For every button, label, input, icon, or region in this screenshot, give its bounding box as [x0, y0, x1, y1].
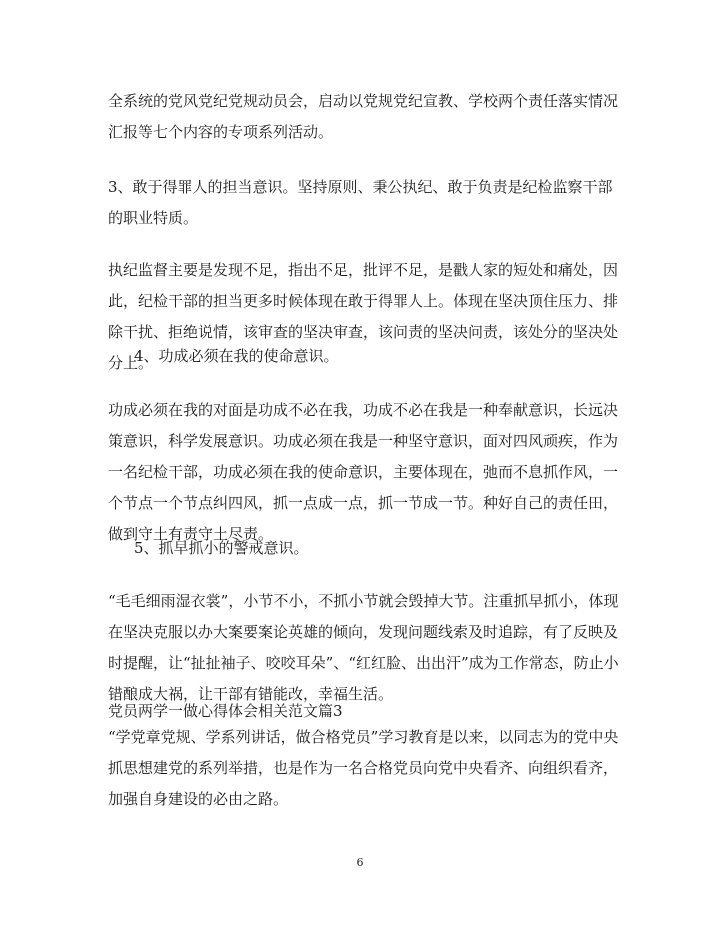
paragraph-mission-awareness: 功成必须在我的对面是功成不必在我，功成不必在我是一种奉献意识，长远决策意识，科学发展意识。功成必须在我是一种坚守意识，面对四风顽疾，作为一名纪检干部，功成必须在我的使命意识，主要体现在，弛而不息抓作风，一个节点一个节点纠四风，抓一点成一点，抓一节成一节。种好自己的责任田，做到守土有责守土尽责。: [108, 401, 619, 543]
paragraph-early-warning: “毛毛细雨湿衣裳”，小节不小，不抓小节就会毁掉大节。注重抓早抓小，体现在坚决克服以办大案要案论英雄的倾向，发现问题线索及时追踪，有了反映及时提醒，让“扯扯袖子、咬咬耳朵”、“红红脸、出出汗”成为工作常态，防止小错酿成大祸，让干部有错能改，幸福生活。: [108, 592, 619, 703]
paragraph-supervision-responsibility: 执纪监督主要是发现不足，指出不足，批评不足，是戳人家的短处和痛处，因此，纪检干部的担当更多时候体现在敢于得罪人上。体现在坚决顶住压力、排除干扰、拒绝说情，该审查的坚决审查，该问责的坚决问责，该处分的坚决处分上。: [108, 261, 619, 372]
paragraph-point-4-heading: 4、功成必须在我的使命意识。: [134, 347, 339, 365]
paragraph-study-education: “学党章党规、学系列讲话，做合格党员”学习教育是以来，以同志为的党中央抓思想建党的系列举措，也是作为一名合格党员向党中央看齐、向组织看齐，加强自身建设的必由之路。: [108, 728, 619, 808]
paragraph-campaign-activities: 全系统的党风党纪党规动员会，启动以党规党纪宣教、学校两个责任落实情况汇报等七个内容的专项系列活动。: [108, 92, 619, 141]
paragraph-point-5-heading: 5、抓早抓小的警戒意识。: [134, 539, 309, 557]
page-number: 6: [356, 856, 364, 869]
paragraph-point-3-heading: 3、敢于得罪人的担当意识。坚持原则、秉公执纪、敢于负责是纪检监察干部的职业特质。: [108, 178, 613, 227]
sample-essay-heading: 党员两学一做心得体会相关范文篇3: [108, 702, 343, 720]
